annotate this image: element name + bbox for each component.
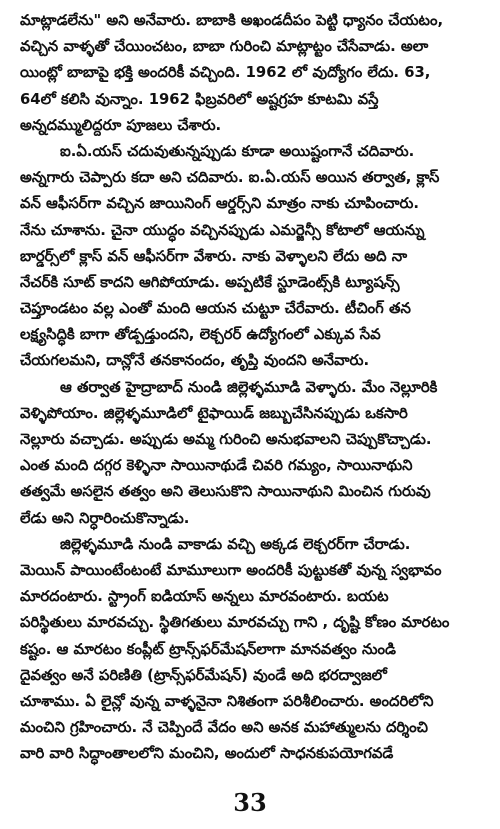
text-line: మాట్లాడలేను" అని అనేవారు. బాబాకి అఖండదీపం పెట్టి ధ్యానం చేయటం, (20, 12, 444, 29)
text-line: చేయగలమని, దాన్లోనే తనకానందం, తృప్తి వుందని అనేవారు. (20, 352, 370, 370)
text-line: చెప్తూండటం వల్ల ఎంతో మంది ఆయన చుట్టూ చేరేవారు. టీచింగ్ తన (20, 300, 411, 318)
text-line: మారదంటారు. స్ట్రాంగ్ ఐడియాస్ అన్నలు మారవంటారు. బయట (20, 588, 389, 606)
text-line: ఎంత మంది దగ్గర కెళ్ళినా సాయినాథుడే చివరి గమ్యం, సాయినాథుని (20, 457, 413, 475)
text-line: తత్వమే అసలైన తత్వం అని తెలుసుకొని సాయినాథుని మించిన గురువు (20, 483, 431, 501)
book-page-text (20, 8, 482, 767)
text-line: పరిస్థితులు మారవచ్చు. స్థితిగతులు మారవచ్చు గాని , దృష్టి కోణం మారటం (20, 614, 450, 632)
text-line: వారి వారి సిద్ధాంతాలలోని మంచిని, అందులో సాధనకుపయోగవడే (20, 745, 394, 763)
text-line: యింట్లో బాబాపై భక్తి అందరికీ వచ్చింది. 1962 లో వుద్యోగం లేదు. 63, (20, 64, 431, 82)
text-line: నేచర్‌కి సూట్ కాదని ఆగిపోయాడు. అప్పటికే స్టూడెంట్స్‌కి ట్యూషన్స్ (20, 273, 400, 291)
text-line: లక్ష్యసిద్ధికి బాగా తోడ్పడ్తుందని, లెక్చరర్ ఉద్యోగంలో ఎక్కువ సేవ (20, 326, 381, 344)
paragraph-start-line: జిల్లెళ్ళమూడి నుండి వాకాడు వచ్చి అక్కడ లెక్చరర్‌గా చేరాడు. (60, 535, 411, 553)
text-line: నేను చూశాను. చైనా యుద్ధం వచ్చినప్పుడు ఎమర్జెన్సీ కోటాలో ఆయన్ను (20, 221, 425, 239)
text-line: బార్డర్స్‌లో క్లాస్ వన్ ఆఫీసర్‌గా వేశారు. నాకు వెళ్ళాలని లేదు అది నా (20, 247, 408, 265)
text-line: వెళ్ళిపోయాం. జిల్లెళ్ళమూడిలో టైఫాయిడ్ జబ్బుచేసినప్పుడు ఒకసారి (20, 404, 408, 422)
text-line: 64లో కలిసి వున్నాం. 1962 ఫిబ్రవరిలో అష్టగ్రహ కూటమి వస్తే (20, 90, 379, 108)
paragraph-start-line: ఐ.ఏ.యస్ చదువుతున్నప్పుడు కూడా అయిష్టంగానే చదివారు. (60, 142, 415, 160)
paragraph-start-line: ఆ తర్వాత హైద్రాబాద్ నుండి జిల్లెళ్ళమూడి వెళ్ళారు. మేం నెల్లూరికి (60, 378, 438, 396)
text-line: నెల్లూరు వచ్చాడు. అప్పుడు అమ్మ గురించి అనుభవాలని చెప్పుకొచ్చాడు. (20, 431, 432, 448)
text-line: మెయిన్ పాయింటేంటంటే మామూలుగా అందరికీ పుట్టుకతో వున్న స్వభావం (20, 561, 442, 579)
text-line: కష్టం. ఆ మారటం కంప్లీట్ ట్రాన్స్‌ఫర్‌మేషన్‌లాగా మానవత్వం నుండి (20, 640, 396, 658)
text-line: అన్నగారు చెప్పారు కదా అని చదివారు. ఐ.ఏ.యస్ అయిన తర్వాత, క్లాస్ (20, 169, 440, 187)
text-line: అన్నదమ్ములిద్దరూ పూజలు చేశారు. (20, 116, 222, 134)
text-line: లేడు అని నిర్ధారించుకొన్నాడు. (20, 509, 190, 527)
text-line: వచ్చిన వాళ్ళతో చేయించటం, బాబా గురించి మాట్లాట్టం చేసేవాడు. అలా (20, 38, 429, 56)
text-line: మంచిని గ్రహించారు. నే చెప్పిందే వేదం అని అనక మహాత్ములను దర్శించి (20, 719, 428, 737)
text-line: వన్ ఆఫీసర్‌గా వచ్చిన జాయినింగ్ ఆర్డర్స్‌ని మాత్రం నాకు చూపించారు. (20, 195, 420, 213)
text-line: దైవత్వం అనే పరిణితి (ట్రాన్స్‌ఫర్‌మేషన్) వుండే అది భరద్వాజలో (20, 666, 387, 684)
text-line: చూశాము. ఏ లైన్లో వున్న వాళ్ళనైనా నిశితంగా పరిశీలించారు. అందరిలోని (20, 692, 434, 710)
page-number: 33 (233, 788, 267, 817)
